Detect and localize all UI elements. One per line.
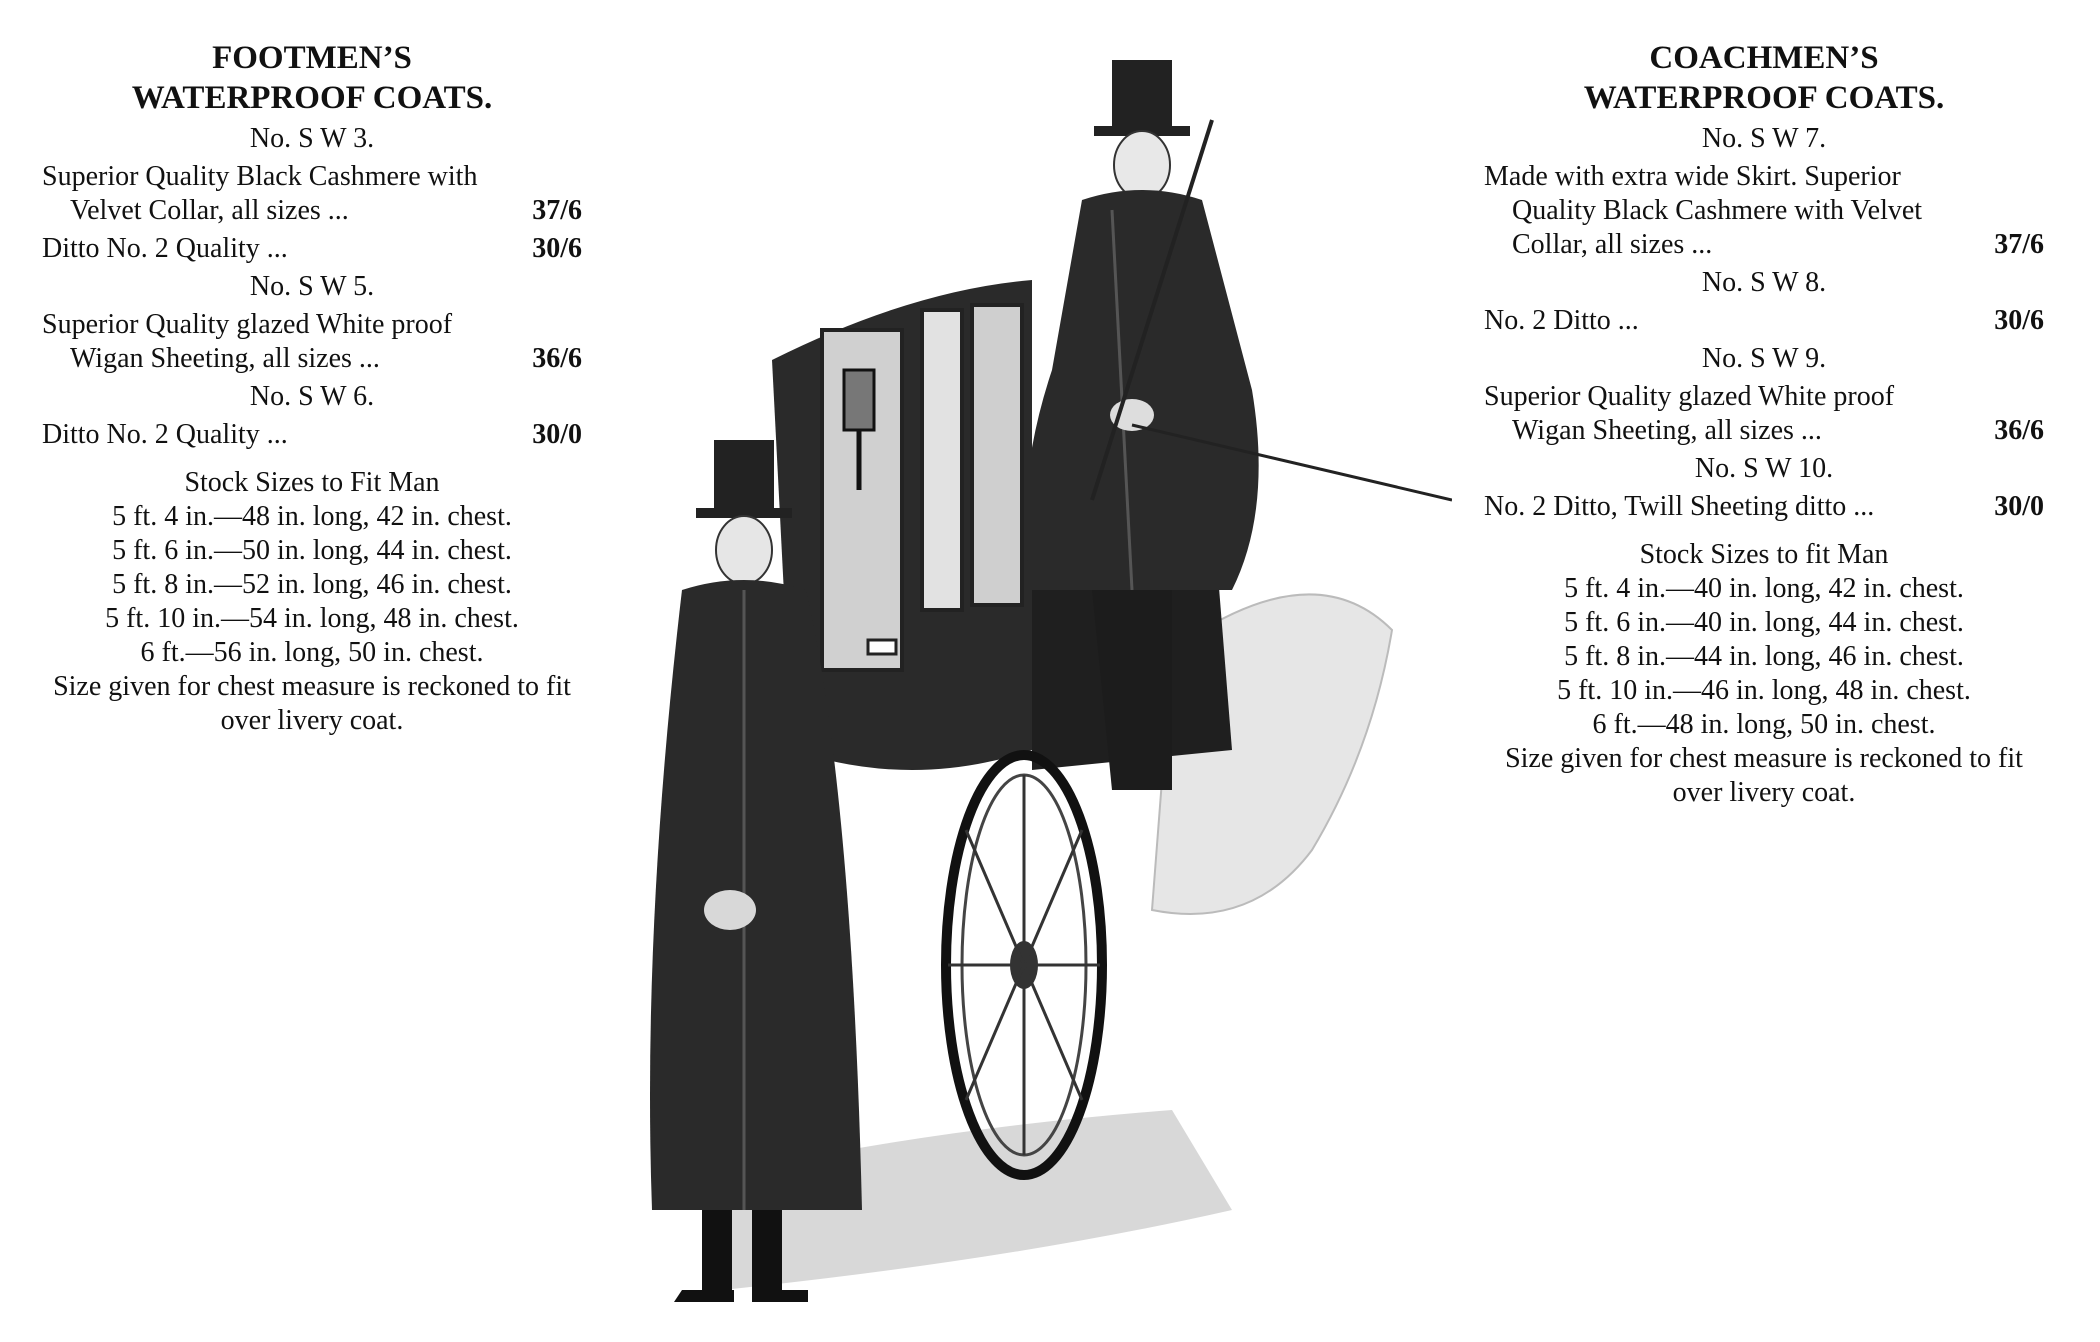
item-price: 36/6: [1994, 415, 2044, 446]
carriage-handle: [868, 640, 896, 654]
size-note-line1: Size given for chest measure is reckoned to fit: [1505, 743, 2023, 774]
stock-size-line: 5 ft. 4 in.—48 in. long, 42 in. chest.: [112, 501, 512, 532]
stock-sizes-title: Stock Sizes to Fit Man: [184, 467, 440, 498]
stock-size-line: 6 ft.—56 in. long, 50 in. chest.: [140, 637, 484, 668]
item-number: No. S W 3.: [249, 123, 375, 154]
item-price: 30/0: [532, 419, 582, 450]
carriage-lamp: [844, 370, 874, 430]
price-item: [1484, 490, 2044, 524]
item-number: No. S W 10.: [1694, 453, 1834, 484]
coachmen-heading: [1484, 38, 2044, 118]
item-price: 36/6: [532, 343, 582, 374]
coachmen-column: [1484, 38, 2044, 810]
carriage-illustration-svg: [612, 30, 1452, 1330]
item-price: 37/6: [1994, 229, 2044, 260]
stock-size-line: 5 ft. 10 in.—46 in. long, 48 in. chest.: [1557, 675, 1971, 706]
item-description: Superior Quality glazed White proof Wigan Sheeting, all sizes ...: [1484, 381, 1895, 446]
item-price: 30/6: [532, 233, 582, 264]
item-number: No. S W 5.: [249, 271, 375, 302]
item-description: Ditto No. 2 Quality ...: [42, 233, 288, 264]
item-description: No. 2 Ditto ...: [1484, 305, 1639, 336]
stock-size-line: 5 ft. 10 in.—54 in. long, 48 in. chest.: [105, 603, 519, 634]
carriage-wheel: [946, 755, 1102, 1175]
item-price: 30/0: [1994, 491, 2044, 522]
coachman-top-hat: [1112, 60, 1172, 130]
stock-size-line: 5 ft. 6 in.—50 in. long, 44 in. chest.: [112, 535, 512, 566]
price-item: [1484, 380, 2044, 448]
item-description: Made with extra wide Skirt. Superior Quality Black Cashmere with Velvet Collar, all sizes ...: [1484, 161, 1923, 260]
stock-size-line: 5 ft. 8 in.—52 in. long, 46 in. chest.: [112, 569, 512, 600]
price-item: [42, 160, 582, 228]
stock-sizes: [1484, 538, 2044, 810]
stock-sizes-title: Stock Sizes to fit Man: [1639, 539, 1889, 570]
stock-sizes: [42, 466, 582, 738]
footmen-heading-line1: FOOTMEN’S: [212, 40, 412, 76]
carriage-window-right: [972, 305, 1022, 605]
footmen-heading: [42, 38, 582, 118]
footmen-column: [42, 38, 582, 738]
stock-size-line: 5 ft. 6 in.—40 in. long, 44 in. chest.: [1564, 607, 1964, 638]
size-note-line2: over livery coat.: [220, 705, 404, 736]
stock-size-line: 6 ft.—48 in. long, 50 in. chest.: [1592, 709, 1936, 740]
item-number: No. S W 7.: [1701, 123, 1827, 154]
coachman-coat: [1025, 190, 1258, 590]
price-item: [1484, 160, 2044, 262]
footman-boot-left: [702, 1210, 732, 1290]
item-number: No. S W 6.: [249, 381, 375, 412]
size-note-line2: over livery coat.: [1672, 777, 1856, 808]
footman-top-hat: [714, 440, 774, 512]
item-description: Superior Quality glazed White proof Wigan Sheeting, all sizes ...: [42, 309, 453, 374]
price-item: [42, 308, 582, 376]
item-description: Ditto No. 2 Quality ...: [42, 419, 288, 450]
carriage-window-middle: [922, 310, 962, 610]
price-item: [42, 232, 582, 266]
item-description: Superior Quality Black Cashmere with Velvet Collar, all sizes ...: [42, 161, 478, 226]
item-description: No. 2 Ditto, Twill Sheeting ditto ...: [1484, 491, 1875, 522]
item-price: 37/6: [532, 195, 582, 226]
size-note-line1: Size given for chest measure is reckoned to fit: [53, 671, 571, 702]
stock-size-line: 5 ft. 8 in.—44 in. long, 46 in. chest.: [1564, 641, 1964, 672]
stock-size-line: 5 ft. 4 in.—40 in. long, 42 in. chest.: [1564, 573, 1964, 604]
item-price: 30/6: [1994, 305, 2044, 336]
coachmen-heading-line2: WATERPROOF COATS.: [1583, 80, 1945, 116]
price-item: [1484, 304, 2044, 338]
footman-boot-right: [752, 1210, 782, 1290]
price-item: [42, 418, 582, 452]
coachmen-heading-line1: COACHMEN’S: [1649, 40, 1879, 76]
footmen-heading-line2: WATERPROOF COATS.: [131, 80, 493, 116]
carriage-illustration: [612, 30, 1452, 1330]
item-number: No. S W 9.: [1701, 343, 1827, 374]
item-number: No. S W 8.: [1701, 267, 1827, 298]
